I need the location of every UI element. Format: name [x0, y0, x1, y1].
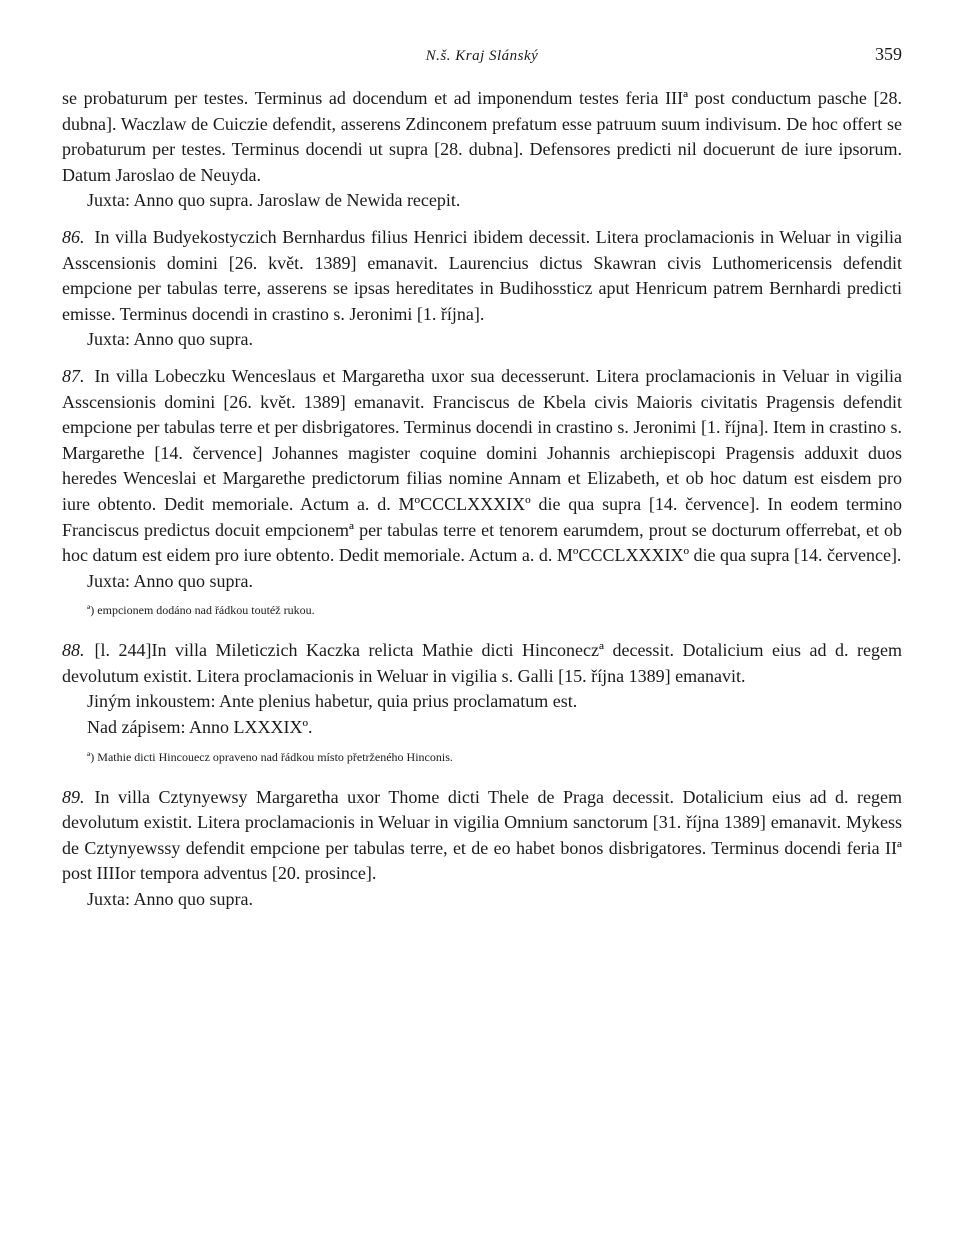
entry-text: In villa Cztynyewsy Margaretha uxor Thome dicti Thele de Praga decessit. Dotalicium eius ad d. regem devolutum existit. Litera proclamacionis in Weluar in vigilia Omnium sanctorum [31. října 1389] emanavit. Mykess de Cztynyewssy defendit empcione per tabulas terre, et de eo habet bonos disbrigatores. Terminus docendi feria IIª post IIIIor tempora adventus [20. prosince]. [62, 786, 902, 884]
entry-juxta: Juxta: Anno quo supra. [87, 329, 253, 350]
entry-paragraph [62, 785, 902, 887]
entry-number: 87. [62, 365, 85, 386]
footnote: ª) empcionem dodáno nad řádkou toutéž rukou. [87, 603, 315, 618]
intro-juxta: Juxta: Anno quo supra. Jaroslaw de Newida recepit. [87, 190, 461, 211]
entry-88 [62, 638, 902, 764]
entry-juxta: Jiným inkoustem: Ante plenius habetur, quia prius proclamatum est. [87, 691, 578, 712]
entry-paragraph [62, 225, 902, 327]
entry-juxta-2: Nad zápisem: Anno LXXXIXº. [87, 717, 313, 738]
entry-juxta: Juxta: Anno quo supra. [87, 889, 253, 910]
entry-87 [62, 364, 902, 618]
document-page [62, 40, 902, 913]
entry-paragraph [62, 364, 902, 569]
page-header [62, 40, 902, 86]
intro-paragraph: se probaturum per testes. Terminus ad docendum et ad imponendum testes feria IIIª post conductum pasche [28. dubna]. Waczlaw de Cuiczie defendit, asserens Zdinconem prefatum esse patruum suum indivisum. De hoc offert se probaturum per testes. Terminus docendi ut supra [28. dubna]. Defensores predicti nil docuerunt de iure ipsorum. Datum Jaroslao de Neuyda. [62, 88, 902, 185]
entry-juxta: Juxta: Anno quo supra. [87, 570, 253, 591]
entry-number: 88. [62, 640, 85, 661]
entry-text: In villa Lobeczku Wenceslaus et Margaretha uxor sua decesserunt. Litera proclamacionis in Veluar in vigilia Asscensionis domini [26. květ. 1389] emanavit. Franciscus de Kbela civis Maioris civitatis Pragensis defendit empcione per tabulas terre et per disbrigatores. Terminus docendi in crastino s. Jeronimi [1. října]. Item in crastino s. Margarethe [14. července] Johannes magister coquine domini Johannis archiepiscopi Pragensis adduxit duos heredes Wenceslai et Margarethe predictorum filias nomine Annam et Elizabeth, et ob hoc datum est eisdem pro iure obtento. Dedit memoriale. Actum a. d. MºCCCLXXXIXº die qua supra [14. července]. In eodem termino Franciscus predictus docuit empcionemª per tabulas terre et tenorem earumdem, prout se docturum offerrebat, et ob hoc datum est eidem pro iure obtento. Dedit memoriale. Actum a. d. MºCCCLXXXIXº die qua supra [14. července]. [62, 365, 902, 566]
entry-paragraph [62, 638, 902, 689]
footnote: ª) Mathie dicti Hincouecz opraveno nad řádkou místo přetrženého Hinconis. [87, 749, 453, 764]
entry-text: In villa Budyekostyczich Bernhardus filius Henrici ibidem decessit. Litera proclamacionis in Weluar in vigilia Asscensionis domini [26. květ. 1389] emanavit. Laurencius dictus Skawran civis Luthomericensis defendit empcione per tabulas terre, asserens se ipsas hereditates in Budihossticz aput Henricum patrem Bernhardi predicti emisse. Terminus docendi in crastino s. Jeronimi [1. října]. [62, 226, 902, 324]
running-head: N.š. Kraj Slánský [425, 48, 539, 64]
entry-89 [62, 785, 902, 913]
page-number: 359 [875, 44, 902, 64]
entry-86 [62, 225, 902, 353]
entry-number: 89. [62, 786, 85, 807]
entry-text: [l. 244]In villa Mileticzich Kaczka relicta Mathie dicti Hinconeczª decessit. Dotalicium eius ad d. regem devolutum existit. Litera proclamacionis in Weluar in vigilia s. Galli [15. října 1389] emanavit. [62, 640, 902, 686]
entry-number: 86. [62, 226, 85, 247]
